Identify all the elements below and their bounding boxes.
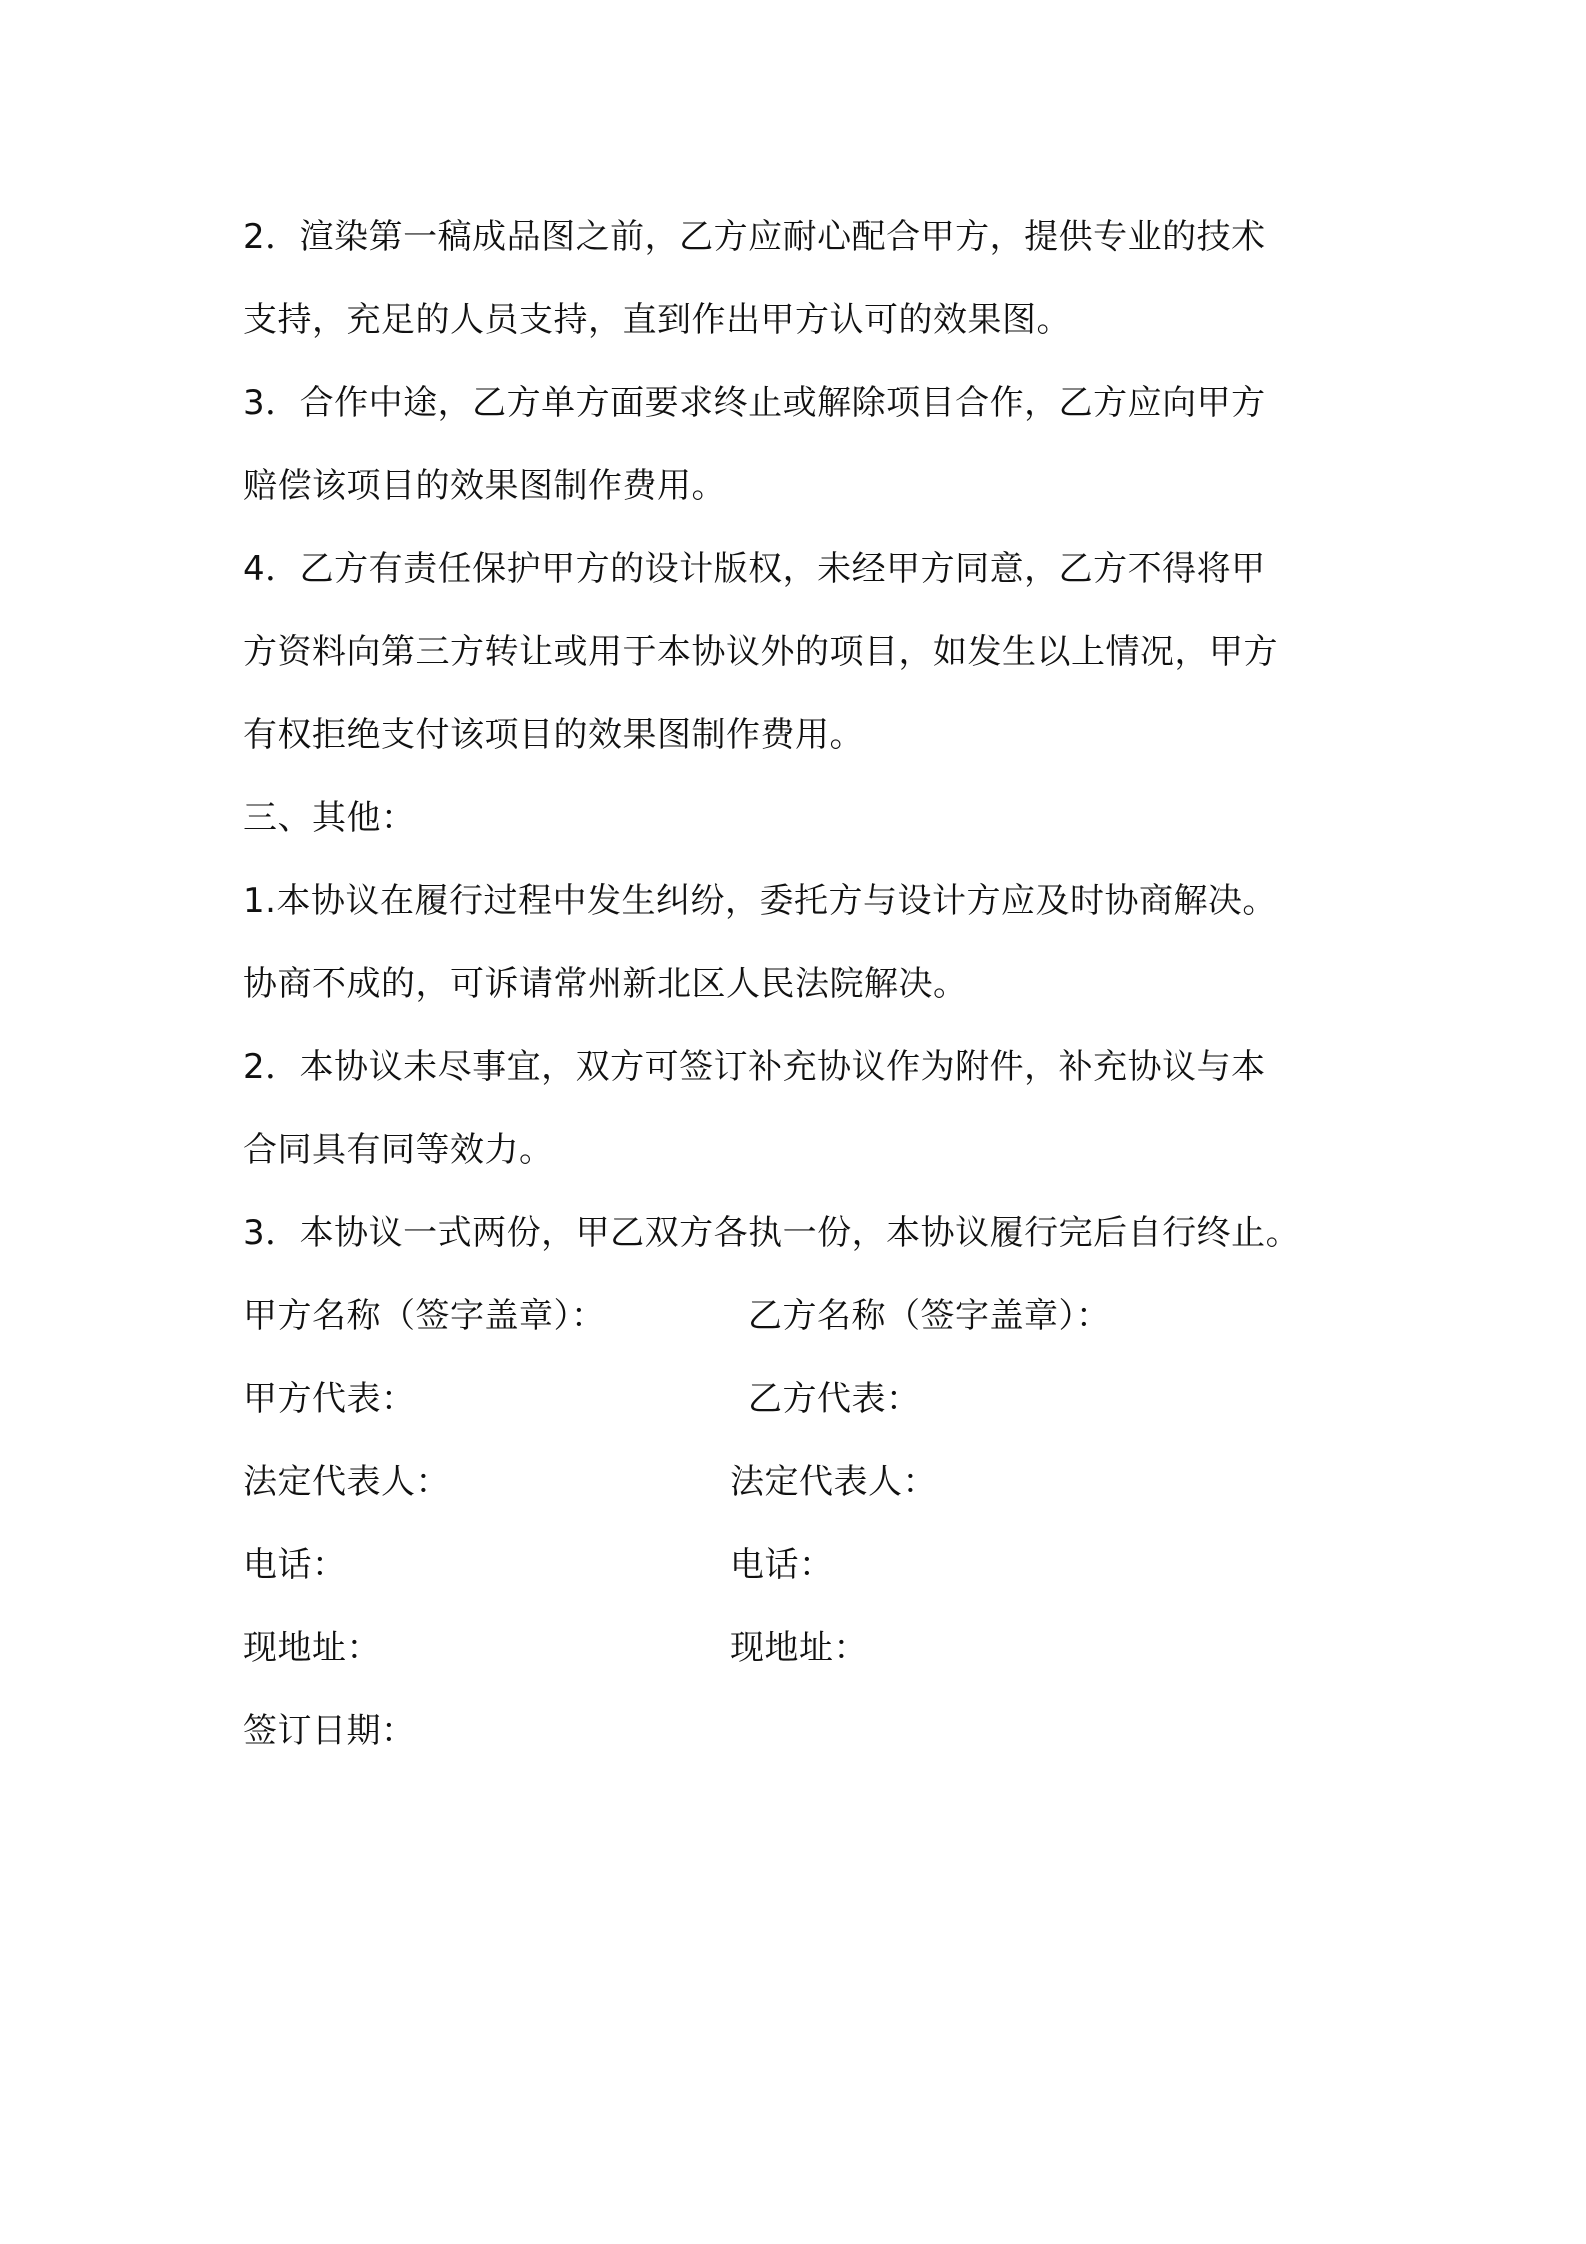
signature-row-name	[243, 1275, 1363, 1358]
clause-3-line-1: 3．合作中途，乙方单方面要求终止或解除项目合作，乙方应向甲方	[243, 383, 1266, 423]
sign-date-label: 签订日期：	[243, 1711, 416, 1751]
party-b-phone-label: 电话：	[730, 1545, 834, 1585]
signature-row-address	[243, 1607, 1363, 1690]
other-clause-1-line-1: 1.本协议在履行过程中发生纠纷，委托方与设计方应及时协商解决。	[243, 881, 1277, 921]
signature-row-representative	[243, 1358, 1363, 1441]
clause-4-line-3: 有权拒绝支付该项目的效果图制作费用。	[243, 715, 864, 755]
party-a-address-label: 现地址：	[243, 1628, 381, 1668]
party-a-legal-label: 法定代表人：	[243, 1462, 450, 1502]
party-b-legal-label: 法定代表人：	[730, 1462, 937, 1502]
other-clause-1-line-2: 协商不成的，可诉请常州新北区人民法院解决。	[243, 964, 968, 1004]
other-clause-2-line-1: 2．本协议未尽事宜，双方可签订补充协议作为附件，补充协议与本	[243, 1047, 1266, 1087]
party-b-name-label: 乙方名称（签字盖章）：	[748, 1296, 1111, 1336]
party-a-rep-label: 甲方代表：	[243, 1379, 416, 1419]
other-clause-2-line-2: 合同具有同等效力。	[243, 1130, 554, 1170]
other-clause-3-line-1: 3．本协议一式两份，甲乙双方各执一份，本协议履行完后自行终止。	[243, 1213, 1301, 1253]
party-a-name-label: 甲方名称（签字盖章）：	[243, 1296, 606, 1336]
signature-row-phone	[243, 1524, 1363, 1607]
clause-4-line-2: 方资料向第三方转让或用于本协议外的项目，如发生以上情况，甲方	[243, 632, 1278, 672]
section-three-heading: 三、其他：	[243, 798, 416, 838]
document-body	[243, 196, 1363, 1773]
party-a-phone-label: 电话：	[243, 1545, 347, 1585]
clause-3-line-2: 赔偿该项目的效果图制作费用。	[243, 466, 726, 506]
party-b-address-label: 现地址：	[730, 1628, 868, 1668]
clause-2-line-1: 2．渲染第一稿成品图之前，乙方应耐心配合甲方，提供专业的技术	[243, 217, 1266, 257]
clause-2-line-2: 支持，充足的人员支持，直到作出甲方认可的效果图。	[243, 300, 1071, 340]
party-b-rep-label: 乙方代表：	[748, 1379, 921, 1419]
clause-4-line-1: 4．乙方有责任保护甲方的设计版权，未经甲方同意，乙方不得将甲	[243, 549, 1266, 589]
signature-row-legal-rep	[243, 1441, 1363, 1524]
